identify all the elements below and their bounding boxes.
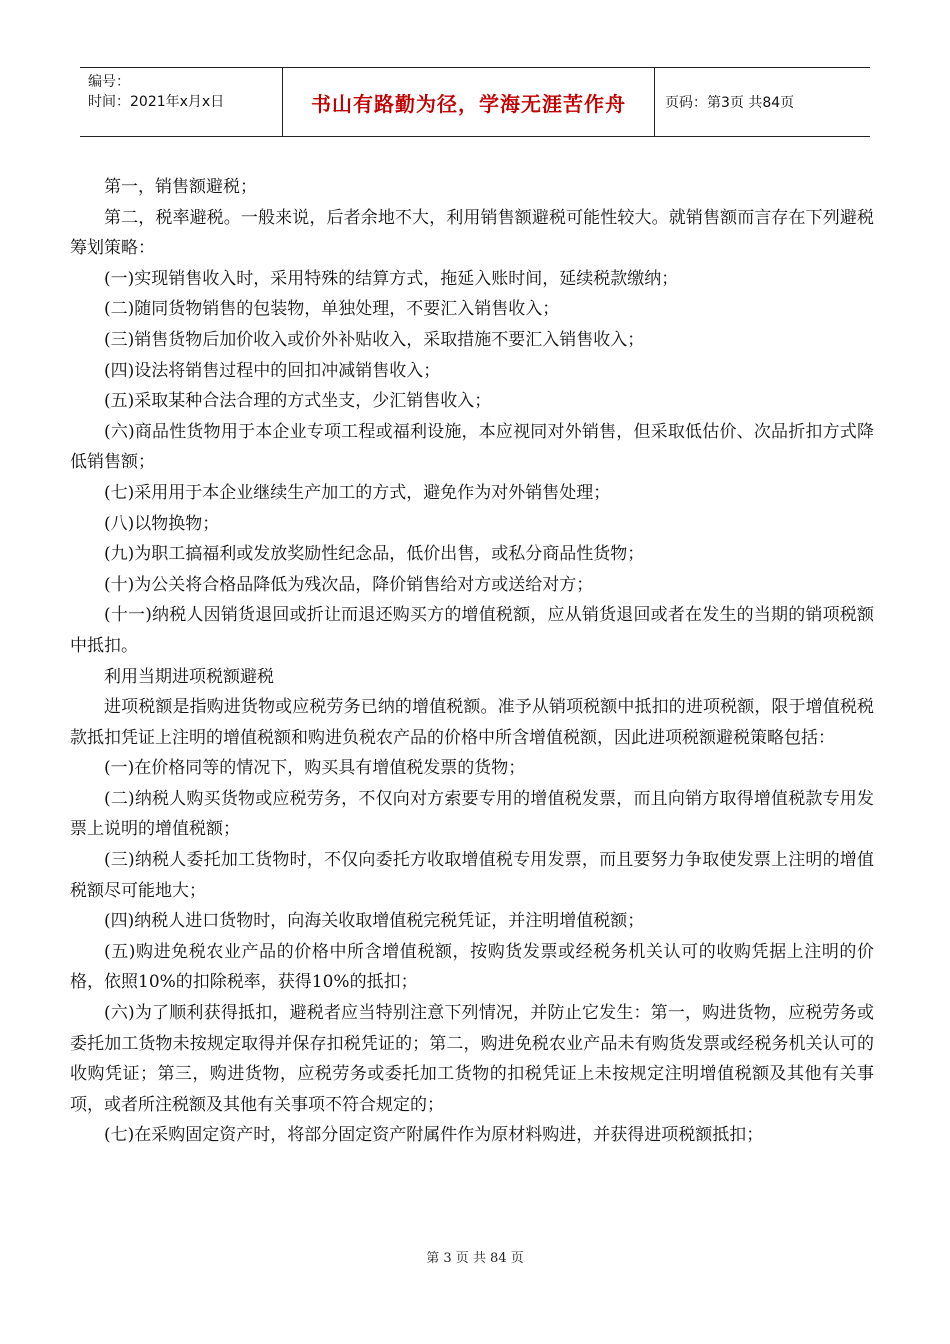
paragraph: (四)设法将销售过程中的回扣冲减销售收入； — [104, 360, 441, 381]
paragraph: (十一)纳税人因销货退回或折让而退还购买方的增值税额，应从销货退回或者在发生的当期的销项税额中抵扣。 — [70, 605, 874, 656]
paragraph: 第一，销售额避税； — [104, 177, 257, 197]
paragraph: (六)为了顺利获得抵扣，避税者应当特别注意下列情况，并防止它发生：第一，购进货物，应税劳务或委托加工货物未按规定取得并保存扣税凭证的；第二，购进免税农业产品未有购货发票或经税务机关认可的收购凭证；第三，购进货物，应税劳务或委托加工货物的扣税凭证上未按规定注明增值税额及其他有关事项，或者所注税额及其他有关事项不符合规定的； — [70, 1003, 874, 1115]
paragraph: (七)在采购固定资产时，将部分固定资产附属件作为原材料购进，并获得进项税额抵扣； — [104, 1125, 764, 1146]
paragraph: (一)在价格同等的情况下，购买具有增值税发票的货物； — [104, 758, 526, 779]
motto: 书山有路勤为径，学海无涯苦作舟 — [282, 68, 655, 136]
paragraph: (一)实现销售收入时，采用特殊的结算方式，拖延入账时间，延续税款缴纳； — [104, 268, 679, 289]
paragraph: (三)销售货物后加价收入或价外补贴收入，采取措施不要汇入销售收入； — [104, 329, 645, 350]
number-label: 编号： — [88, 74, 130, 90]
paragraph: 进项税额是指购进货物或应税劳务已纳的增值税额。准予从销项税额中抵扣的进项税额，限于增值税税款抵扣凭证上注明的增值税额和购进负税农产品的价格中所含增值税额，因此进项税额避税策略包括： — [70, 697, 874, 748]
paragraph: (二)随同货物销售的包装物，单独处理，不要汇入销售收入； — [104, 299, 560, 320]
paragraph: (七)采用用于本企业继续生产加工的方式，避免作为对外销售处理； — [104, 482, 611, 503]
page-label: 页码：第3页 共84页 — [665, 95, 795, 111]
document-header — [80, 67, 870, 137]
paragraph: 第二，税率避税。一般来说，后者余地不大，利用销售额避税可能性较大。就销售额而言存在下列避税筹划策略： — [70, 207, 874, 259]
document-body — [70, 172, 874, 1151]
paragraph: (八)以物换物； — [104, 513, 220, 534]
paragraph: (五)采取某种合法合理的方式坐支，少汇销售收入； — [104, 391, 492, 412]
paragraph: (五)购进免税农业产品的价格中所含增值税额，按购货发票或经税务机关认可的收购凭据上注明的价格，依照10%的扣除税率，获得10%的抵扣； — [70, 941, 874, 993]
header-meta — [80, 68, 282, 136]
paragraph: (三)纳税人委托加工货物时，不仅向委托方收取增值税专用发票，而且要努力争取使发票上注明的增值税额尽可能地大； — [70, 850, 874, 901]
paragraph: (六)商品性货物用于本企业专项工程或福利设施，本应视同对外销售，但采取低估价、次品折扣方式降低销售额； — [70, 421, 874, 473]
date-label: 时间：2021年x月x日 — [88, 94, 225, 110]
section-heading: 利用当期进项税额避税 — [104, 666, 274, 687]
paragraph: (十)为公关将合格品降低为残次品，降价销售给对方或送给对方； — [104, 574, 594, 595]
paragraph: (二)纳税人购买货物或应税劳务，不仅向对方索要专用的增值税发票，而且向销方取得增值税款专用发票上说明的增值税额； — [70, 788, 874, 840]
paragraph: (九)为职工搞福利或发放奖励性纪念品，低价出售，或私分商品性货物； — [104, 544, 645, 565]
paragraph: (四)纳税人进口货物时，向海关收取增值税完税凭证，并注明增值税额； — [104, 911, 645, 932]
page-footer: 第 3 页 共 84 页 — [426, 1251, 524, 1266]
